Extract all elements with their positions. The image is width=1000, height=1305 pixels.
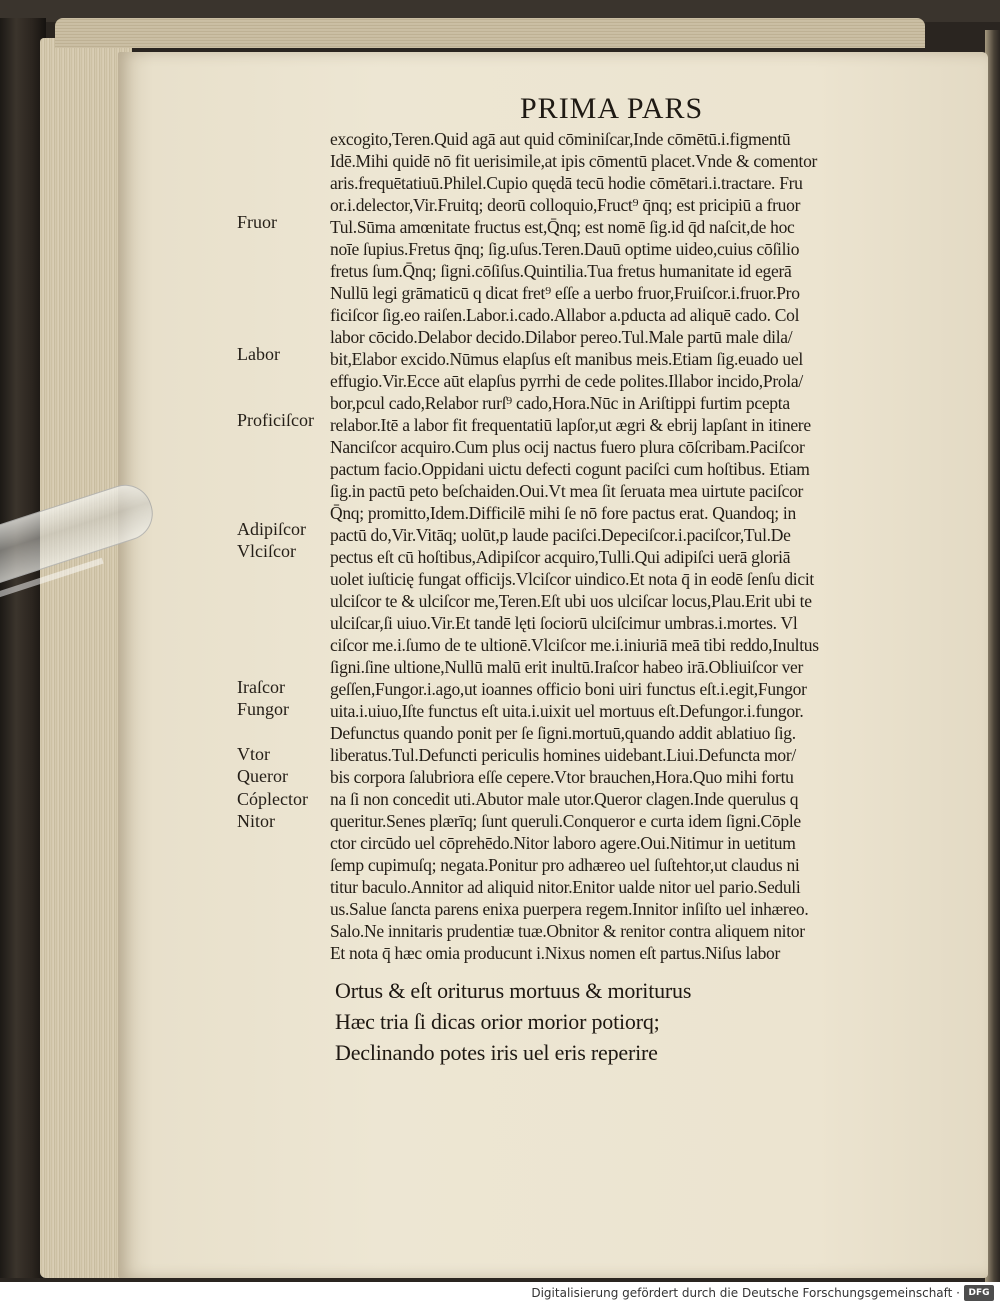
- dfg-logo: DFG: [964, 1285, 994, 1301]
- page-top-edge: [55, 18, 925, 48]
- text-line: pactū do,Vir.Vitāq; uolūt,p laude paciſci.Depeciſcor.i.paciſcor,Tul.De: [330, 525, 791, 545]
- funding-credit: Digitalisierung gefördert durch die Deutsche Forschungsgemeinschaft ·: [531, 1286, 960, 1300]
- marginal-headword: Nitor: [237, 811, 275, 831]
- running-head: PRIMA PARS: [520, 92, 704, 125]
- text-line: noīe ſupius.Fretus q̄nq; ſig.uſus.Teren.Dauū optime uideo,cuius cōſilio: [330, 239, 800, 259]
- text-line: Nullū legi grāmaticū q dicat fret⁹ eſſe a uerbo fruor,Fruiſcor.i.fruor.Pro: [330, 283, 800, 303]
- marginal-headword: Adipiſcor: [237, 519, 306, 539]
- text-line: queritur.Senes plærīq; ſunt queruli.Conqueror e curta idem ſigni.Cōple: [330, 811, 801, 831]
- digitization-footer: [0, 1282, 1000, 1305]
- text-line: or.i.delector,Vir.Fruitq; deorū colloquio,Fruct⁹ q̄nq; est pricipiū a fruor: [330, 195, 801, 215]
- text-line: Et nota q̄ hæc omia producunt i.Nixus nomen eſt partus.Niſus labor: [330, 943, 781, 963]
- marginal-headword: Queror: [237, 766, 288, 786]
- text-line: excogito,Teren.Quid agā aut quid cōminiſcar,Inde cōmētū.i.figmentū: [330, 129, 791, 149]
- text-line: Nanciſcor acquiro.Cum plus ocij nactus fuero plura cōſcribam.Paciſcor: [330, 437, 805, 457]
- verse-line: Hæc tria ſi dicas orior morior potiorq;: [335, 1009, 660, 1034]
- text-line: relabor.Itē a labor fit frequentatiū lapſor,ut ægri & ebrij lapſant in itinere: [330, 415, 811, 435]
- text-line: aris.frequētatiuū.Philel.Cupio quędā tecū hodie cōmētari.i.tractare. Fru: [330, 173, 803, 193]
- marginal-headword: Fungor: [237, 699, 290, 719]
- marginal-headword: Fruor: [237, 212, 277, 232]
- text-line: labor cōcido.Delabor decido.Dilabor pereo.Tul.Male partū male dila/: [330, 327, 793, 347]
- text-line: ciſcor me.i.ſumo de te ultionē.Vlciſcor me.i.iniuriā meā tibi reddo,Inultus: [330, 635, 819, 655]
- verse-line: Declinando potes iris uel eris reperire: [335, 1040, 658, 1065]
- text-line: us.Salue ſancta parens enixa puerpera regem.Innitor inſiſto uel inhæreo.: [330, 899, 809, 919]
- text-line: Idē.Mihi quidē nō fit uerisimile,at ipis cōmentū placet.Vnde & comentor: [330, 151, 818, 171]
- marginal-headword: Cóplector: [237, 789, 308, 809]
- text-line: Q̄nq; promitto,Idem.Difficilē mihi ſe nō fore pactus erat. Quandoq; in: [330, 503, 796, 523]
- text-line: ſig.in pactū peto beſchaiden.Oui.Vt mea ſit ſeruata mea uirtute paciſcor: [330, 481, 804, 501]
- marginal-headword: Proficiſcor: [237, 410, 314, 430]
- text-line: bit,Elabor excido.Nūmus elapſus eſt manibus meis.Etiam ſig.euado uel: [330, 349, 803, 369]
- text-line: ulciſcor te & ulciſcor me,Teren.Eſt ubi uos ulciſcar locus,Plau.Erit ubi te: [330, 591, 812, 611]
- marginal-headword: Vtor: [237, 744, 270, 764]
- text-line: na ſi non concedit uti.Abutor male utor.Queror clagen.Inde querulus q: [330, 789, 799, 809]
- text-line: ctor circūdo uel cōprehēdo.Nitor laboro agere.Oui.Nitimur in uetitum: [330, 833, 796, 853]
- text-line: pactum facio.Oppidani uictu defecti cogunt paciſci cum hoſtibus. Etiam: [330, 459, 810, 479]
- text-line: uita.i.uiuo,Iſte functus eſt uita.i.uixit uel mortuus eſt.Defungor.i.fungor.: [330, 701, 804, 721]
- text-line: liberatus.Tul.Defuncti periculis homines uidebant.Liui.Defuncta mor/: [330, 745, 796, 765]
- verse-block: [335, 975, 895, 1068]
- text-line: Tul.Sūma amœnitate fructus est,Q̄nq; est nomē ſig.id q̄d naſcit,de hoc: [330, 217, 795, 237]
- text-line: ſemp cupimuſq; negata.Ponitur pro adhæreo uel ſuſtehtor,ut claudus ni: [330, 855, 800, 875]
- text-line: fretus ſum.Q̄nq; ſigni.cōſiſus.Quintilia.Tua fretus humanitate id egerā: [330, 261, 792, 281]
- text-line: bis corpora ſalubriora eſſe cepere.Vtor brauchen,Hora.Quo mihi fortu: [330, 767, 794, 787]
- text-line: ulciſcar,ſi uiuo.Vir.Et tandē lęti ſociorū ulciſcimur umbras.i.mortes. Vl: [330, 613, 798, 633]
- marginal-headword: Iraſcor: [237, 677, 285, 697]
- text-line: ficiſcor ſig.eo raiſen.Labor.i.cado.Allabor a.pducta ad aliquē cado. Col: [330, 305, 800, 325]
- marginal-headword: Vlciſcor: [237, 541, 296, 561]
- text-line: pectus eſt cū hoſtibus,Adipiſcor acquiro,Tulli.Qui adipiſci uerā gloriā: [330, 547, 791, 567]
- verse-line: Ortus & eſt oriturus mortuus & moriturus: [335, 978, 692, 1003]
- text-line: Defunctus quando ponit per ſe ſigni.mortuū,quando addit ablatiuo ſig.: [330, 723, 796, 743]
- text-line: Salo.Ne innitaris prudentiæ tuæ.Obnitor & renitor contra aliquem nitor: [330, 921, 805, 941]
- marginal-headword: Labor: [237, 344, 280, 364]
- text-line: uolet iuſticię fungat officijs.Vlciſcor uindico.Et nota q̄ in eodē ſenſu dicit: [330, 569, 814, 589]
- text-line: titur baculo.Annitor ad aliquid nitor.Enitor ualde nitor uel pario.Seduli: [330, 877, 801, 897]
- text-line: geſſen,Fungor.i.ago,ut ioannes officio boni uiri functus eſt.i.egit,Fungor: [330, 679, 807, 699]
- text-line: effugio.Vir.Ecce aūt elapſus pyrrhi de cede polites.Illabor incido,Prola/: [330, 371, 803, 391]
- text-line: bor,pcul cado,Relabor rurſ⁹ cado,Hora.Nūc in Ariſtippi furtim pcepta: [330, 393, 790, 413]
- text-line: ſigni.ſine ultione,Nullū malū erit inultū.Iraſcor habeo irā.Obliuiſcor ver: [330, 657, 804, 677]
- body-text: [330, 128, 940, 964]
